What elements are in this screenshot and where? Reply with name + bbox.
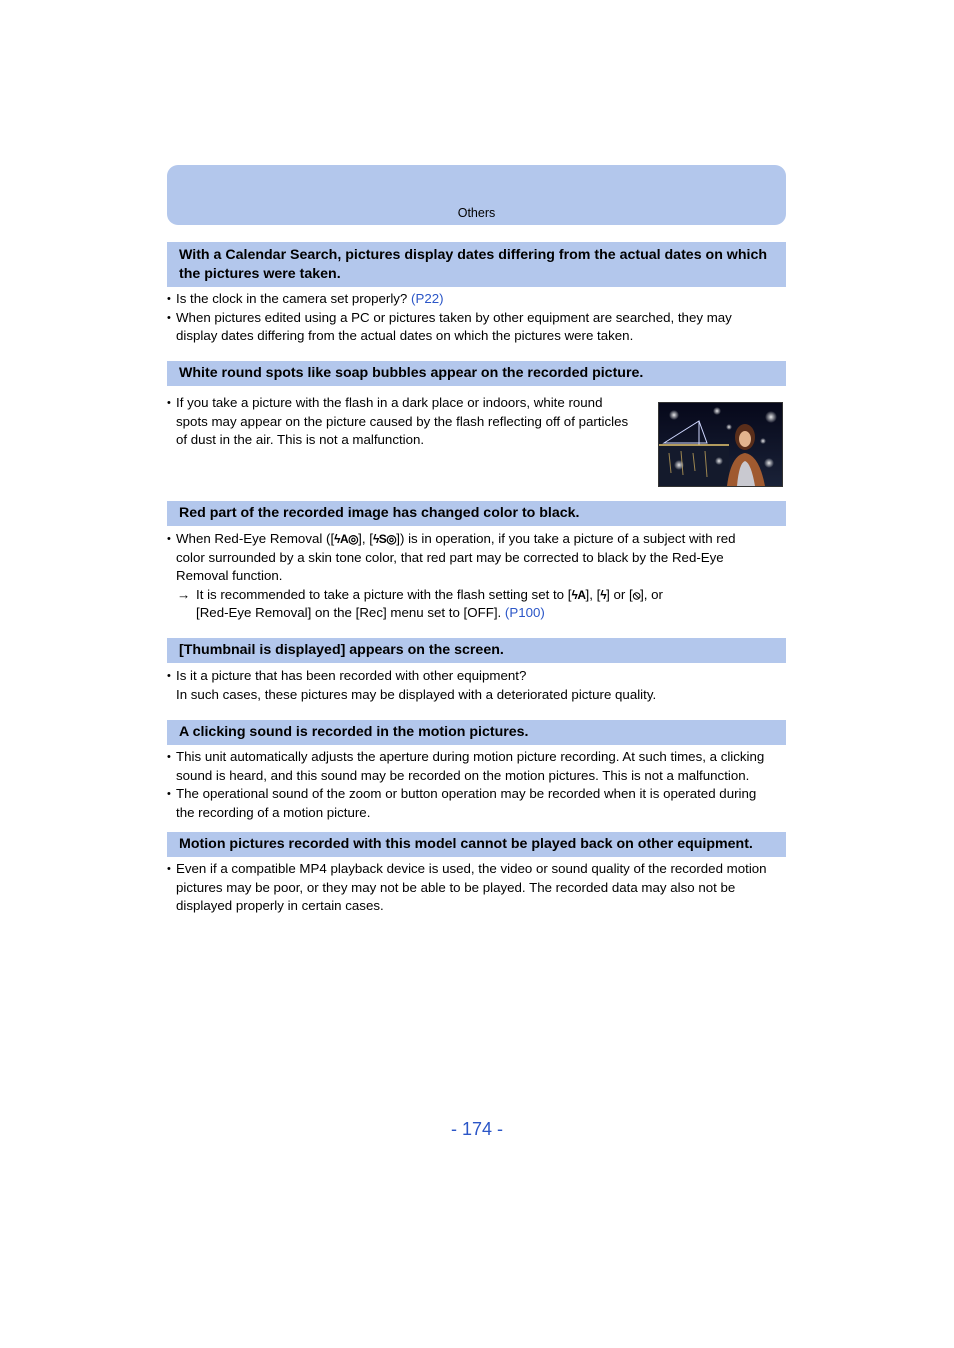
flash-orb-example-photo bbox=[658, 402, 783, 487]
list-item: • Even if a compatible MP4 playback device is used, the video or sound quality of the recorded motion bbox=[167, 860, 786, 879]
list-item: • Is it a picture that has been recorded with other equipment? bbox=[167, 667, 786, 686]
flash-forced-on-icon: ϟ bbox=[600, 587, 607, 602]
list-item-continuation: color surrounded by a skin tone color, that red part may be corrected to black by the Red-Eye bbox=[176, 549, 724, 565]
section-body-white-spots bbox=[167, 394, 647, 450]
list-item-continuation: sound is heard, and this sound may be recorded on the motion pictures. This is not a malfunction. bbox=[176, 767, 750, 783]
section-body-red-part-black bbox=[167, 530, 786, 623]
arrow-icon: → bbox=[177, 586, 191, 602]
list-item: • The operational sound of the zoom or button operation may be recorded when it is operated during bbox=[167, 785, 786, 804]
list-item-continuation: pictures may be poor, or they may not be able to be played. The recorded data may also not be bbox=[176, 879, 736, 895]
section-title: White round spots like soap bubbles appear on the recorded picture. bbox=[179, 365, 644, 381]
list-item-continuation: Removal function. bbox=[176, 568, 283, 584]
recommendation-continuation: [Red-Eye Removal] on the [Rec] menu set to [OFF]. (P100) bbox=[196, 605, 545, 621]
list-item: • When Red-Eye Removal ([ϟA◎], [ϟS◎]) is in operation, if you take a picture of a subject with red bbox=[167, 530, 786, 549]
list-item-continuation: displayed properly in certain cases. bbox=[176, 898, 384, 914]
section-body-calendar-search bbox=[167, 290, 786, 346]
section-heading-red-part-black bbox=[167, 501, 786, 526]
section-title: Motion pictures recorded with this model cannot be played back on other equipment. bbox=[179, 836, 753, 852]
flash-auto-red-eye-icon: ϟA◎ bbox=[334, 532, 359, 546]
section-heading-motion-playback bbox=[167, 832, 786, 857]
chapter-header-tab bbox=[167, 165, 786, 225]
section-body-thumbnail bbox=[167, 667, 786, 704]
list-item: • When pictures edited using a PC or pictures taken by other equipment are searched, they may bbox=[167, 309, 786, 328]
list-item: • If you take a picture with the flash in a dark place or indoors, white round bbox=[167, 394, 647, 413]
list-item: • Is the clock in the camera set properly? (P22) bbox=[167, 290, 786, 309]
section-body-clicking-sound bbox=[167, 748, 786, 822]
section-title: Red part of the recorded image has changed color to black. bbox=[179, 505, 580, 521]
section-title: [Thumbnail is displayed] appears on the screen. bbox=[179, 642, 504, 658]
flash-slow-red-eye-icon: ϟS◎ bbox=[372, 532, 397, 546]
list-item-continuation: spots may appear on the picture caused by the flash reflecting off of particles bbox=[176, 413, 629, 429]
flash-auto-icon: ϟA bbox=[571, 587, 586, 602]
list-item-continuation: of dust in the air. This is not a malfunction. bbox=[176, 432, 425, 448]
page-link-p22[interactable]: (P22) bbox=[411, 291, 444, 306]
section-heading-white-spots bbox=[167, 361, 786, 386]
section-heading-thumbnail bbox=[167, 638, 786, 663]
list-item-continuation: display dates differing from the actual dates on which the pictures were taken. bbox=[176, 328, 634, 344]
recommendation-line: → It is recommended to take a picture with the flash setting set to [ϟA], [ϟ] or [⦸], or bbox=[167, 586, 786, 605]
flash-off-icon: ⦸ bbox=[632, 587, 641, 602]
list-item-continuation: the recording of a motion picture. bbox=[176, 804, 371, 820]
section-body-motion-playback bbox=[167, 860, 786, 916]
section-title: With a Calendar Search, pictures display dates differing from the actual dates on which the pictures were taken. bbox=[179, 246, 767, 282]
page-link-p100[interactable]: (P100) bbox=[504, 605, 545, 621]
section-heading-clicking-sound bbox=[167, 720, 786, 745]
page-number: - 174 - bbox=[450, 1119, 504, 1139]
section-title: A clicking sound is recorded in the motion pictures. bbox=[179, 724, 529, 740]
section-heading-calendar-search bbox=[167, 242, 786, 287]
list-item: • This unit automatically adjusts the aperture during motion picture recording. At such times, a clicking bbox=[167, 748, 786, 767]
chapter-label: Others bbox=[457, 206, 496, 220]
list-item-continuation: In such cases, these pictures may be displayed with a deteriorated picture quality. bbox=[176, 686, 657, 702]
